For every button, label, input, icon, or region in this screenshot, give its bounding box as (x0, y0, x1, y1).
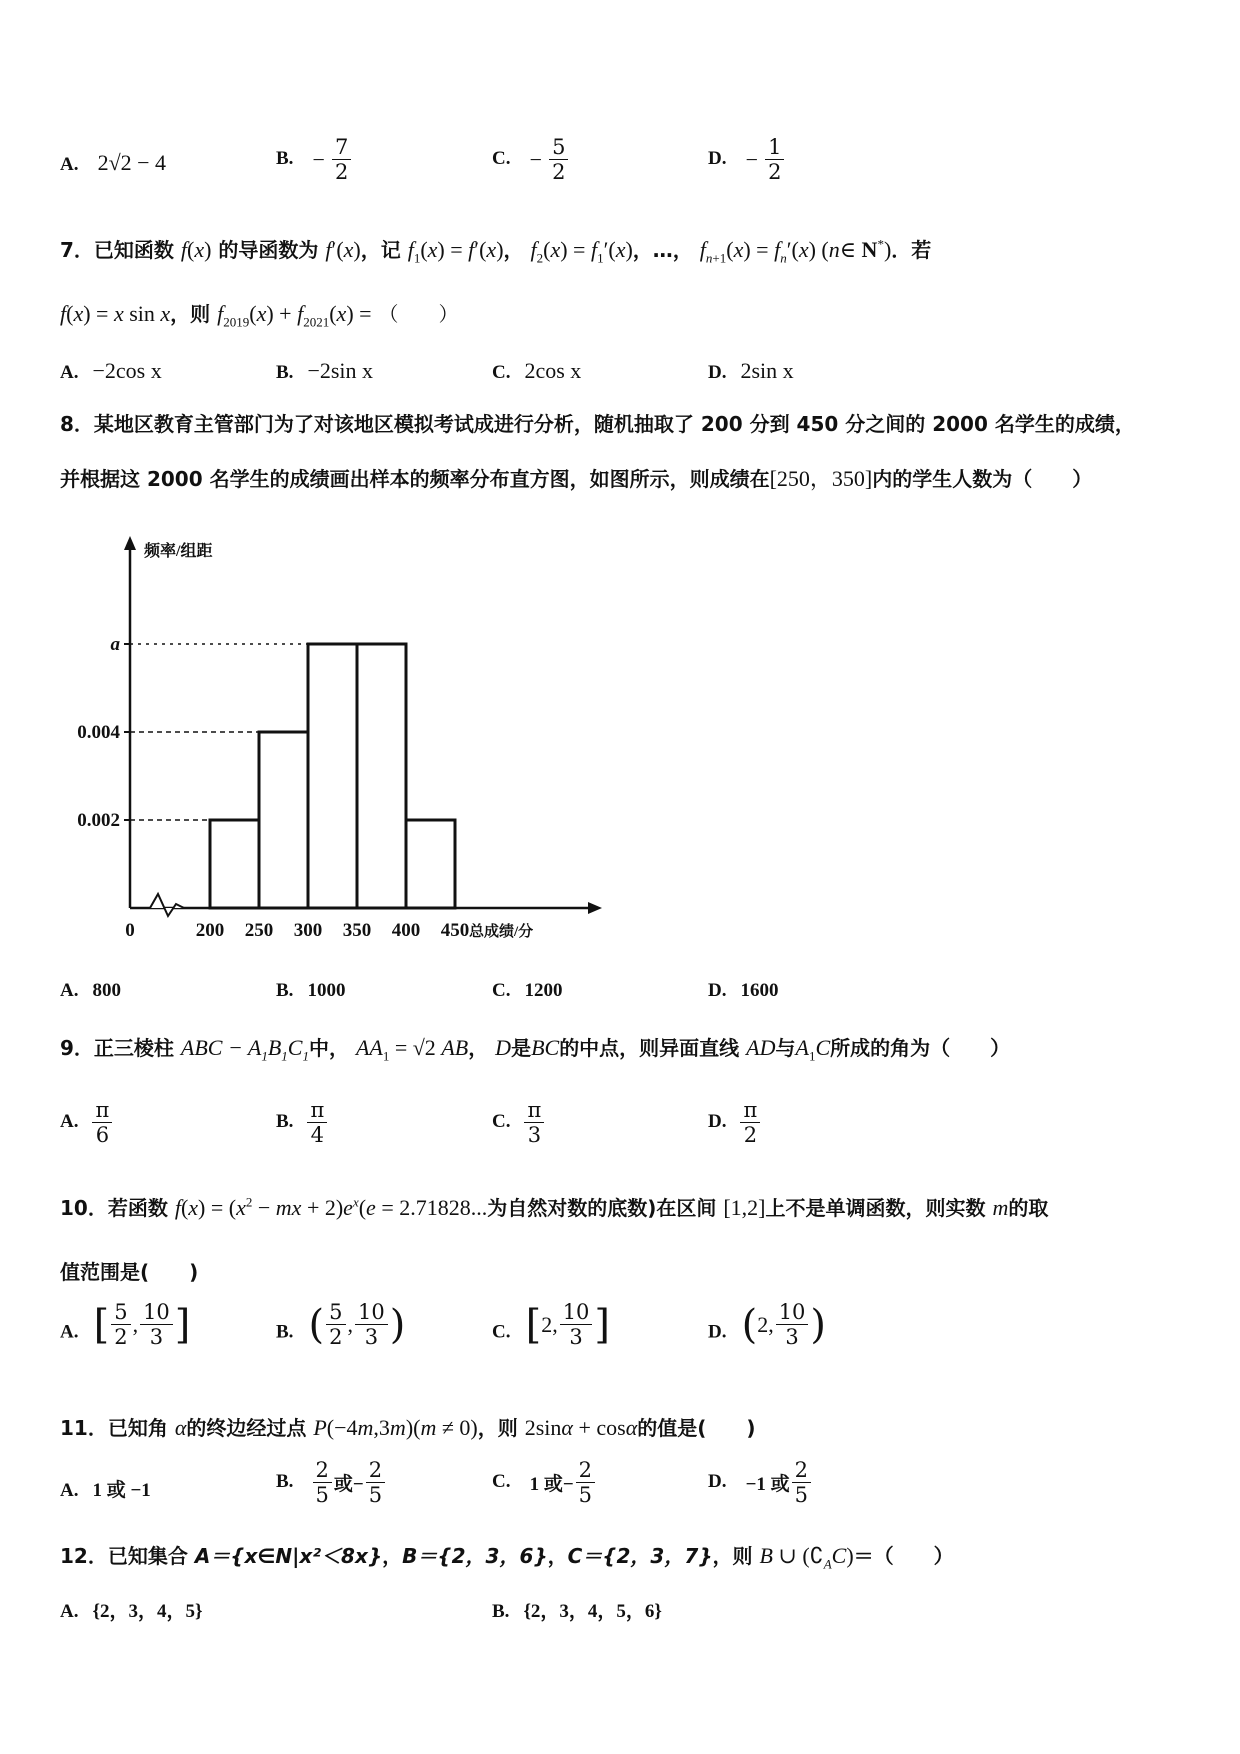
histogram-bar (406, 820, 455, 908)
q8-stem-line1: 8．某地区教育主管部门为了对该地区模拟考试成进行分析，随机抽取了 200 分到 450 分之间的 2000 名学生的成绩， (60, 412, 1135, 436)
q12-option-a: A. {2，3，4，5} (60, 1601, 203, 1622)
x-axis-arrow (588, 902, 602, 914)
y-tick-label: a (110, 634, 120, 655)
q8-option-c: C. 1200 (492, 980, 563, 1001)
q10-stem-line1: 10．若函数 $f(x) = (x^2$ − mx + $2)e^x(e = 2.71828$...为自然对数的底数)在区间 [1,2]上不是单调函数，则实数 m的取 (60, 1194, 1049, 1220)
x-tick-label: 400 (391, 920, 421, 941)
y-tick-label: 0.002 (77, 810, 120, 831)
x-tick-label: 250 (244, 920, 274, 941)
frequency-histogram (60, 528, 620, 958)
q11-option-d: D. −1 或 $\frac{2}{5}$ (708, 1458, 813, 1507)
q6-option-b: B. − $\frac{7}{2}$ (276, 135, 353, 184)
q7-stem-line1: 7．已知函数 f(x) 的导函数为 f′(x)，记 $f_1(x) = f'(x)$， $f_2(x) = f_1'(x)$，…， $f_{n+1}(x) = f_n'(x)$ (n∈ N*)．若 (60, 236, 932, 266)
x-axis-label: 总成绩/分 (469, 924, 534, 940)
q11-stem: 11．已知角 α的终边经过点 P(−4m,3m)(m ≠ 0)，则 2sinα + cosα的值是( ) (60, 1415, 756, 1440)
q10-option-b: B. ( $\frac{5}{2}$ , $\frac{10}{3}$ ) (276, 1300, 406, 1350)
q8-option-d: D. 1600 (708, 980, 779, 1001)
x-tick-label: 350 (342, 920, 372, 941)
y-axis-label: 频率/组距 (144, 543, 213, 560)
q8-option-b: B. 1000 (276, 980, 346, 1001)
q7-option-b: B. −2sin x (276, 358, 374, 383)
axis-break (130, 894, 184, 916)
q6-option-c: C. − $\frac{5}{2}$ (492, 135, 570, 184)
q8-option-a: A. 800 (60, 980, 121, 1001)
q9-option-b: B. $\frac{\pi}{4}$ (276, 1098, 329, 1147)
q7-option-a: A. −2cos x (60, 358, 162, 383)
histogram-bar (357, 644, 406, 908)
q11-option-c: C. 1 或− $\frac{2}{5}$ (492, 1458, 597, 1507)
x-tick-label: 450 (440, 920, 470, 941)
q7-option-c: C. 2cos x (492, 358, 582, 383)
y-axis-arrow (124, 536, 136, 550)
histogram-bar (308, 644, 357, 908)
x-tick-label: 300 (293, 920, 323, 941)
q7-option-d: D. 2sin x (708, 358, 794, 383)
q12-stem: 12．已知集合 A＝{x∈N|x²＜8x}，B＝{2，3，6}，C＝{2，3，7}，则 B ∪ $(∁_AC)=$（ ） (60, 1543, 954, 1572)
q11-option-b: B. $\frac{2}{5}$ 或− $\frac{2}{5}$ (276, 1458, 387, 1507)
q9-option-a: A. $\frac{\pi}{6}$ (60, 1098, 114, 1147)
histogram-bar (210, 820, 259, 908)
q10-option-a: A. [ $\frac{5}{2}$ , $\frac{10}{3}$ ] (60, 1300, 191, 1350)
q6-option-a: A. 2√2 − 4 (60, 150, 167, 175)
q8-stem-line2: 并根据这 2000 名学生的成绩画出样本的频率分布直方图，如图所示，则成绩在[250，350]内的学生人数为（ ） (60, 466, 1093, 491)
q11-option-a: A. 1 或 −1 (60, 1480, 151, 1501)
q7-stem-line2: f(x) = x sin x，则 $f_{2019}(x) + f_{2021}(x)$ = （ ） (60, 301, 459, 330)
q10-option-c: C. [ 2 , $\frac{10}{3}$ ] (492, 1300, 611, 1350)
q12-option-b: B. {2，3，4，5，6} (492, 1601, 662, 1622)
y-tick-label: 0.004 (77, 722, 120, 743)
q10-option-d: D. ( 2 , $\frac{10}{3}$ ) (708, 1300, 827, 1350)
histogram-bar (259, 732, 308, 908)
q9-option-c: C. $\frac{\pi}{3}$ (492, 1098, 546, 1147)
q9-stem: 9．正三棱柱 ABC − $A_1B_1C_1$中， $AA_1 = √2$ AB， D是BC的中点，则异面直线 AD与$A_1C$所成的角为（ ） (60, 1035, 1011, 1064)
x-tick-label: 0 (125, 920, 135, 941)
q6-option-d: D. − $\frac{1}{2}$ (708, 135, 786, 184)
fraction: $\frac{5}{2}$ (549, 135, 568, 184)
x-tick-label: 200 (195, 920, 225, 941)
fraction: $\frac{7}{2}$ (332, 135, 351, 184)
fraction: $\frac{1}{2}$ (765, 135, 784, 184)
q9-option-d: D. $\frac{\pi}{2}$ (708, 1098, 762, 1147)
q10-stem-line2: 值范围是( ) (60, 1260, 199, 1284)
